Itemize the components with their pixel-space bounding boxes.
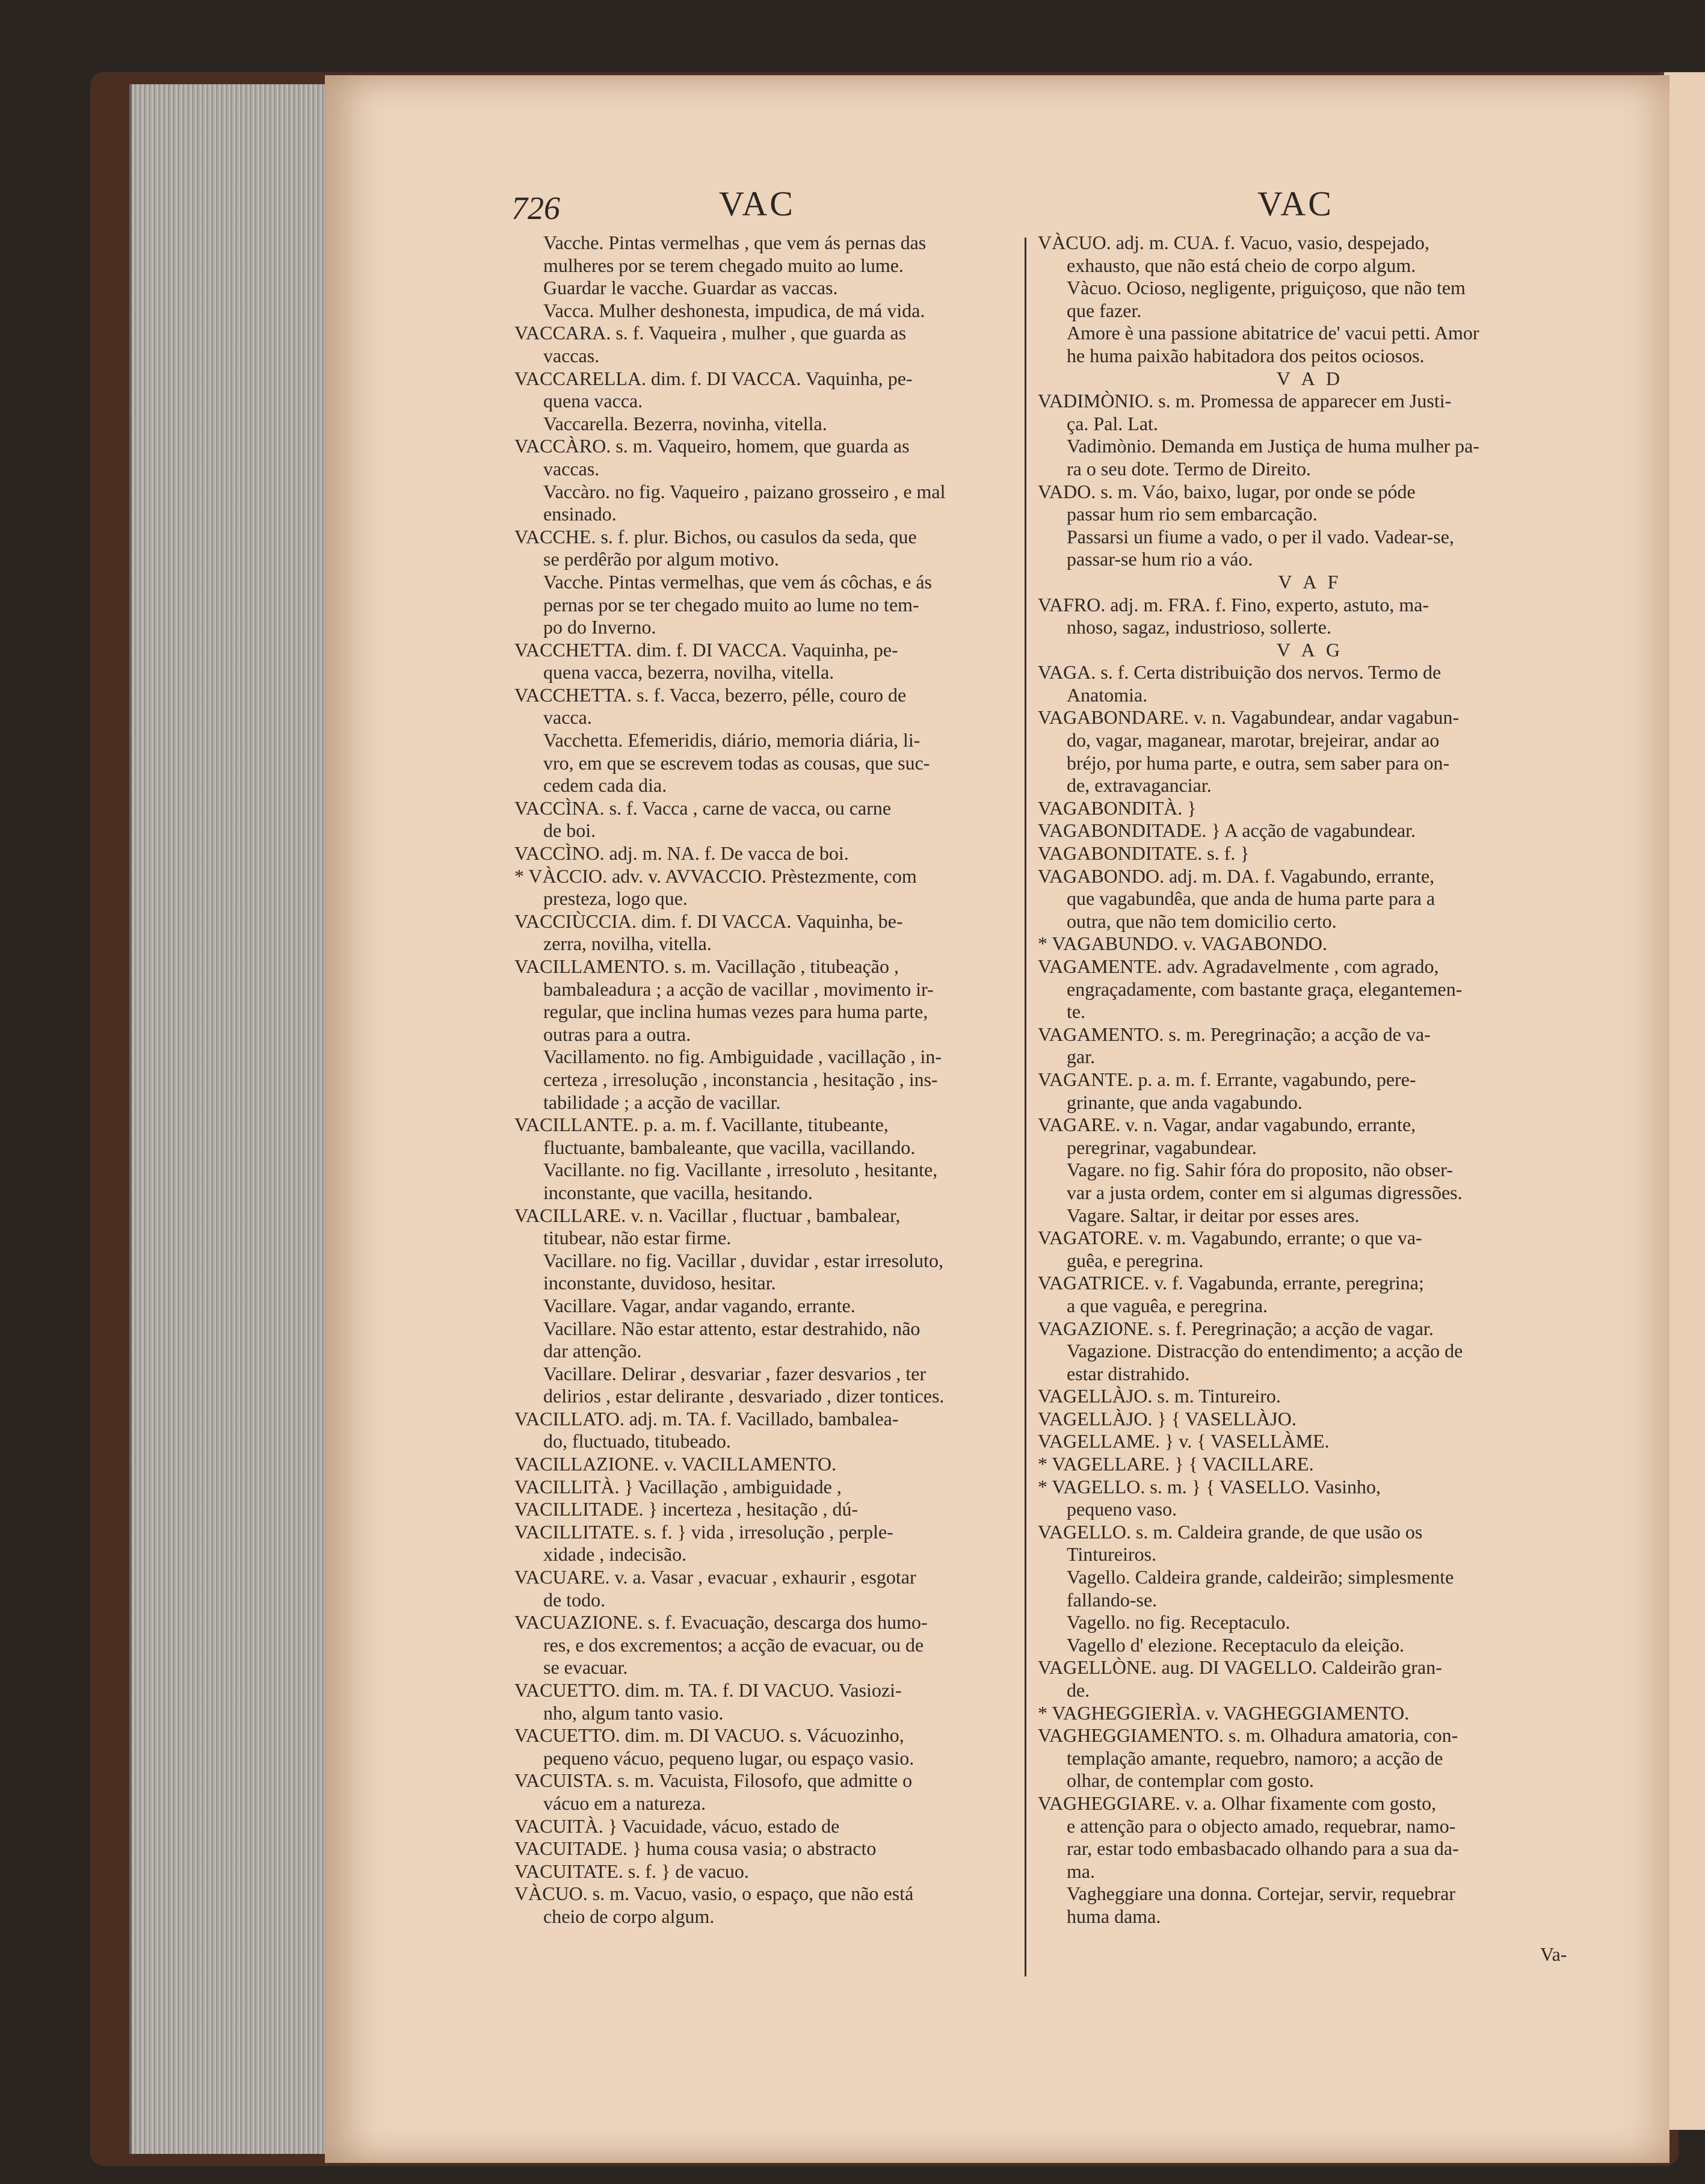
entry-line: VACILLITADE. } incerteza , hesitação , dú- (514, 1498, 859, 1520)
entry-line: outras para a outra. (543, 1023, 691, 1045)
entry-line: * VAGABUNDO. v. VAGABONDO. (1038, 933, 1327, 955)
entry-line: fluctuante, bambaleante, que vacilla, vacillando. (543, 1136, 916, 1158)
entry-line: VACCHETTA. dim. f. DI VACCA. Vaquinha, pe- (514, 638, 898, 661)
entry-line: VACILLITATE. s. f. } vida , irresolução , perple- (514, 1520, 893, 1543)
entry-line: dar attenção. (543, 1340, 642, 1362)
entry-line: VACUITÀ. } Vacuidade, vácuo, estado de (514, 1815, 840, 1837)
entry-line: Vacillante. no fig. Vacillante , irresoluto , hesitante, (543, 1159, 938, 1181)
entry-line: Vacillare. Não estar attento, estar destrahido, não (543, 1317, 920, 1339)
column-divider (1025, 238, 1026, 1976)
entry-line: Vacillare. Delirar , desvariar , fazer desvarios , ter (543, 1362, 926, 1384)
entry-line: VADO. s. m. Váo, baixo, lugar, por onde se póde (1038, 480, 1416, 502)
entry-line: Vagazione. Distracção do entendimento; a acção de (1067, 1340, 1463, 1362)
entry-line: se evacuar. (543, 1656, 628, 1679)
entry-line: Vaccarella. Bezerra, novinha, vitella. (543, 412, 827, 434)
entry-line: e attenção para o objecto amado, requebrar, namo- (1067, 1815, 1456, 1837)
entry-line: VAGABONDO. adj. m. DA. f. Vagabundo, errante, (1038, 865, 1435, 887)
entry-line: Vacillamento. no fig. Ambiguidade , vacillação , in- (543, 1046, 942, 1068)
entry-line: VADIMÒNIO. s. m. Promessa de apparecer em Justi- (1038, 390, 1452, 412)
entry-line: grinante, que anda vagabundo. (1067, 1091, 1303, 1113)
entry-line: estar distrahido. (1067, 1362, 1190, 1384)
entry-line: VÀCUO. adj. m. CUA. f. Vacuo, vasio, despejado, (1038, 232, 1429, 253)
entry-line: * VAGELLO. s. m. } { VASELLO. Vasinho, (1038, 1475, 1381, 1498)
entry-line: regular, que inclina humas vezes para huma parte, (543, 1001, 928, 1023)
entry-line: var a justa ordem, conter em si algumas digressões. (1067, 1181, 1463, 1203)
page-number: 726 (511, 190, 560, 226)
entry-line: VAGHEGGIARE. v. a. Olhar fixamente com gosto, (1038, 1792, 1437, 1814)
entry-line: zerra, novilha, vitella. (543, 933, 712, 955)
entry-line: templação amante, requebro, namoro; a acção de (1067, 1747, 1443, 1769)
entry-line: de todo. (543, 1588, 606, 1611)
entry-line: he huma paixão habitadora dos peitos ociosos. (1067, 344, 1425, 366)
entry-line: VACCARA. s. f. Vaqueira , mulher , que guarda as (514, 322, 907, 344)
entry-line: VAGATORE. v. m. Vagabundo, errante; o que va- (1038, 1227, 1422, 1249)
entry-line: titubear, não estar firme. (543, 1227, 732, 1249)
entry-line: ra o seu dote. Termo de Direito. (1067, 457, 1311, 480)
entry-line: peregrinar, vagabundear. (1067, 1136, 1257, 1158)
entry-line: passar-se hum rio a váo. (1067, 548, 1253, 570)
entry-line: pequeno vácuo, pequeno lugar, ou espaço vasio. (543, 1747, 914, 1769)
entry-line: VACUISTA. s. m. Vacuista, Filosofo, que admitte o (514, 1769, 913, 1792)
entry-line: VAGELLÀJO. s. m. Tintureiro. (1038, 1385, 1281, 1407)
entry-line: Vagello. no fig. Receptaculo. (1067, 1611, 1290, 1633)
entry-line: ensinado. (543, 503, 617, 525)
entry-line: passar hum rio sem embarcação. (1067, 503, 1318, 525)
entry-line: res, e dos excrementos; a acção de evacuar, ou de (543, 1633, 924, 1656)
page-edges (129, 84, 330, 2154)
entry-line: VACILLANTE. p. a. m. f. Vacillante, titubeante, (514, 1114, 889, 1136)
entry-line: bréjo, por huma parte, e outra, sem saber para on- (1067, 751, 1450, 774)
entry-line: vaccas. (543, 344, 600, 366)
entry-line: * VAGELLARE. } { VACILLARE. (1038, 1453, 1314, 1475)
entry-line: huma dama. (1067, 1905, 1161, 1927)
entry-line: VACILLATO. adj. m. TA. f. Vacillado, bambalea- (514, 1407, 899, 1430)
entry-line: VACCÀRO. s. m. Vaqueiro, homem, que guarda as (514, 435, 910, 457)
entry-line: VACCARELLA. dim. f. DI VACCA. Vaquinha, pe- (514, 367, 913, 389)
entry-line: tabilidade ; a acção de vacillar. (543, 1091, 781, 1113)
entry-line: VAGHEGGIAMENTO. s. m. Olhadura amatoria, con- (1038, 1724, 1458, 1747)
entry-line: VACUITADE. } huma cousa vasia; o abstracto (514, 1837, 877, 1860)
entry-line: VAGARE. v. n. Vagar, andar vagabundo, errante, (1038, 1114, 1416, 1136)
entry-line: se perdêrão por algum motivo. (543, 548, 779, 570)
entry-line: do, vagar, maganear, marotar, brejeirar, andar ao (1067, 729, 1440, 751)
entry-line: vro, em que se escrevem todas as cousas, que suc- (543, 751, 930, 774)
entry-line: do, fluctuado, titubeado. (543, 1430, 731, 1452)
entry-line: VACUARE. v. a. Vasar , evacuar , exhaurir , esgotar (514, 1566, 916, 1588)
entry-line: de, extravaganciar. (1067, 774, 1212, 797)
entry-line: VACILLAZIONE. v. VACILLAMENTO. (514, 1453, 837, 1475)
entry-line: VAGABONDITADE. } A acção de vagabundear. (1038, 819, 1416, 842)
entry-line: VACCÌNA. s. f. Vacca , carne de vacca, ou carne (514, 797, 892, 819)
entry-line: vacca. (543, 706, 592, 729)
entry-line: VAGELLÀJO. } { VASELLÀJO. (1038, 1407, 1296, 1430)
entry-line: certeza , irresolução , inconstancia , hesitação , ins- (543, 1068, 938, 1090)
entry-line: VAGATRICE. v. f. Vagabunda, errante, peregrina; (1038, 1272, 1424, 1294)
entry-line: pernas por se ter chegado muito ao lume no tem- (543, 593, 919, 615)
entry-line: bambaleadura ; a acção de vacillar , movimento ir- (543, 978, 934, 1000)
entry-line: VACUETTO. dim. m. TA. f. DI VACUO. Vasiozi- (514, 1679, 902, 1701)
entry-line: VACILLITÀ. } Vacillação , ambiguidade , (514, 1475, 842, 1498)
entry-line: Vacca. Mulher deshonesta, impudica, de má vida. (543, 299, 925, 321)
entry-line: Vagello. Caldeira grande, caldeirão; simplesmente (1067, 1566, 1454, 1588)
entry-line: Vacche. Pintas vermelhas , que vem ás pernas das (543, 232, 926, 253)
entry-line: xidade , indecisão. (543, 1543, 687, 1566)
entry-line: Anatomia. (1067, 683, 1148, 706)
entry-line: exhausto, que não está cheio de corpo algum. (1067, 254, 1416, 276)
entry-line: de boi. (543, 819, 596, 842)
entry-line: presteza, logo que. (543, 887, 688, 910)
entry-line: Vagello d' elezione. Receptaculo da eleição. (1067, 1633, 1405, 1656)
entry-line: inconstante, duvidoso, hesitar. (543, 1272, 776, 1294)
left-column (514, 232, 1059, 1928)
entry-line: VACCHE. s. f. plur. Bichos, ou casulos da seda, que (514, 525, 917, 548)
entry-line: * VÀCCIO. adv. v. AVVACCIO. Prèstezmente, com (514, 865, 917, 887)
entry-line: nho, algum tanto vasio. (543, 1701, 724, 1724)
catchword: Va- (1540, 1943, 1567, 1965)
entry-line: Passarsi un fiume a vado, o per il vado. Vadear-se, (1067, 525, 1454, 548)
entry-line: Amore è una passione abitatrice de' vacui petti. Amor (1067, 322, 1479, 344)
entry-line: VAGELLÒNE. aug. DI VAGELLO. Caldeirão gran- (1038, 1656, 1442, 1679)
entry-line: VACCIÙCCIA. dim. f. DI VACCA. Vaquinha, be- (514, 910, 903, 932)
entry-line: VAGAMENTO. s. m. Peregrinação; a acção de va- (1038, 1023, 1431, 1045)
entry-line: ma. (1067, 1860, 1096, 1882)
entry-line: Vacche. Pintas vermelhas, que vem ás côchas, e ás (543, 570, 932, 593)
entry-line: V A F (1278, 570, 1342, 593)
entry-line: po do Inverno. (543, 616, 656, 638)
entry-line: VACCHETTA. s. f. Vacca, bezerro, pélle, couro de (514, 683, 907, 706)
entry-line: vaccas. (543, 457, 600, 480)
entry-line: que vagabundêa, que anda de huma parte para a (1067, 887, 1435, 910)
entry-line: VACUAZIONE. s. f. Evacuação, descarga dos humo- (514, 1611, 928, 1633)
left-running-head: VAC (719, 184, 795, 223)
entry-line: quena vacca. (543, 390, 643, 412)
entry-line: Vàcuo. Ocioso, negligente, priguiçoso, que não tem (1067, 277, 1466, 299)
entry-line: VACILLAMENTO. s. m. Vacillação , titubeação , (514, 955, 899, 977)
entry-line: * VAGHEGGIERÌA. v. VAGHEGGIAMENTO. (1038, 1701, 1410, 1724)
entry-line: VACILLARE. v. n. Vacillar , fluctuar , bambalear, (514, 1204, 901, 1226)
entry-line: VAGELLAME. } v. { VASELLÀME. (1038, 1430, 1330, 1452)
entry-line: Vacillare. Vagar, andar vagando, errante. (543, 1294, 856, 1316)
entry-line: quena vacca, bezerra, novilha, vitella. (543, 661, 834, 683)
entry-line: V A G (1276, 638, 1344, 661)
entry-line: delirios , estar delirante , desvariado , dizer tontices. (543, 1385, 945, 1407)
entry-line: Vagare. Saltar, ir deitar por esses ares. (1067, 1204, 1360, 1226)
entry-line: vácuo em a natureza. (543, 1792, 706, 1814)
entry-line: VÀCUO. s. m. Vacuo, vasio, o espaço, que não está (514, 1883, 914, 1905)
entry-line: pequeno vaso. (1067, 1498, 1177, 1520)
entry-line: mulheres por se terem chegado muito ao lume. (543, 254, 904, 276)
entry-line: engraçadamente, com bastante graça, elegantemen- (1067, 978, 1463, 1000)
entry-line: Tintureiros. (1067, 1543, 1157, 1566)
entry-line: VAGAMENTE. adv. Agradavelmente , com agrado, (1038, 955, 1439, 977)
entry-line: VAGABONDARE. v. n. Vagabundear, andar vagabun- (1038, 706, 1460, 729)
entry-line: Vacillare. no fig. Vacillar , duvidar , estar irresoluto, (543, 1249, 943, 1271)
entry-line: VAGA. s. f. Certa distribuição dos nervos. Termo de (1038, 661, 1441, 683)
entry-line: olhar, de contemplar com gosto. (1067, 1769, 1315, 1792)
entry-line: VAGABONDITATE. s. f. } (1038, 842, 1250, 865)
entry-line: rar, estar todo embasbacado olhando para a sua da- (1067, 1837, 1459, 1860)
entry-line: ça. Pal. Lat. (1067, 412, 1158, 434)
entry-line: nhoso, sagaz, industrioso, sollerte. (1067, 616, 1331, 638)
entry-line: VAGAZIONE. s. f. Peregrinação; a acção de vagar. (1038, 1317, 1434, 1339)
entry-line: Vadimònio. Demanda em Justiça de huma mulher pa- (1067, 435, 1480, 457)
entry-line: Vagare. no fig. Sahir fóra do proposito, não obser- (1067, 1159, 1453, 1181)
entry-line: inconstante, que vacilla, hesitando. (543, 1181, 813, 1203)
entry-line: VACCÌNO. adj. m. NA. f. De vacca de boi. (514, 842, 849, 865)
entry-line: VAFRO. adj. m. FRA. f. Fino, experto, astuto, ma- (1038, 593, 1429, 615)
entry-line: cedem cada dia. (543, 774, 667, 797)
entry-line: de. (1067, 1679, 1090, 1701)
entry-line: VACUITATE. s. f. } de vacuo. (514, 1860, 749, 1882)
entry-line: cheio de corpo algum. (543, 1905, 715, 1927)
entry-line: VAGABONDITÀ. } (1038, 797, 1197, 819)
entry-line: VAGELLO. s. m. Caldeira grande, de que usão os (1038, 1520, 1423, 1543)
right-running-head: VAC (1257, 184, 1334, 223)
entry-line: guêa, e peregrina. (1067, 1249, 1204, 1271)
entry-line: fallando-se. (1067, 1588, 1158, 1611)
right-column (1038, 232, 1582, 1928)
entry-line: VACUETTO. dim. m. DI VACUO. s. Vácuozinho, (514, 1724, 904, 1747)
entry-line: V A D (1276, 367, 1344, 389)
entry-line: Vagheggiare una donna. Cortejar, servir, requebrar (1067, 1883, 1456, 1905)
entry-line: a que vaguêa, e peregrina. (1067, 1294, 1268, 1316)
entry-line: que fazer. (1067, 299, 1142, 321)
entry-line: te. (1067, 1001, 1086, 1023)
entry-line: gar. (1067, 1046, 1096, 1068)
entry-line: Vacchetta. Efemeridis, diário, memoria diária, li- (543, 729, 920, 751)
entry-line: VAGANTE. p. a. m. f. Errante, vagabundo, pere- (1038, 1068, 1416, 1090)
entry-line: Vaccàro. no fig. Vaqueiro , paizano grosseiro , e mal (543, 480, 946, 502)
entry-line: Guardar le vacche. Guardar as vaccas. (543, 277, 838, 299)
entry-line: outra, que não tem domicilio certo. (1067, 910, 1337, 932)
